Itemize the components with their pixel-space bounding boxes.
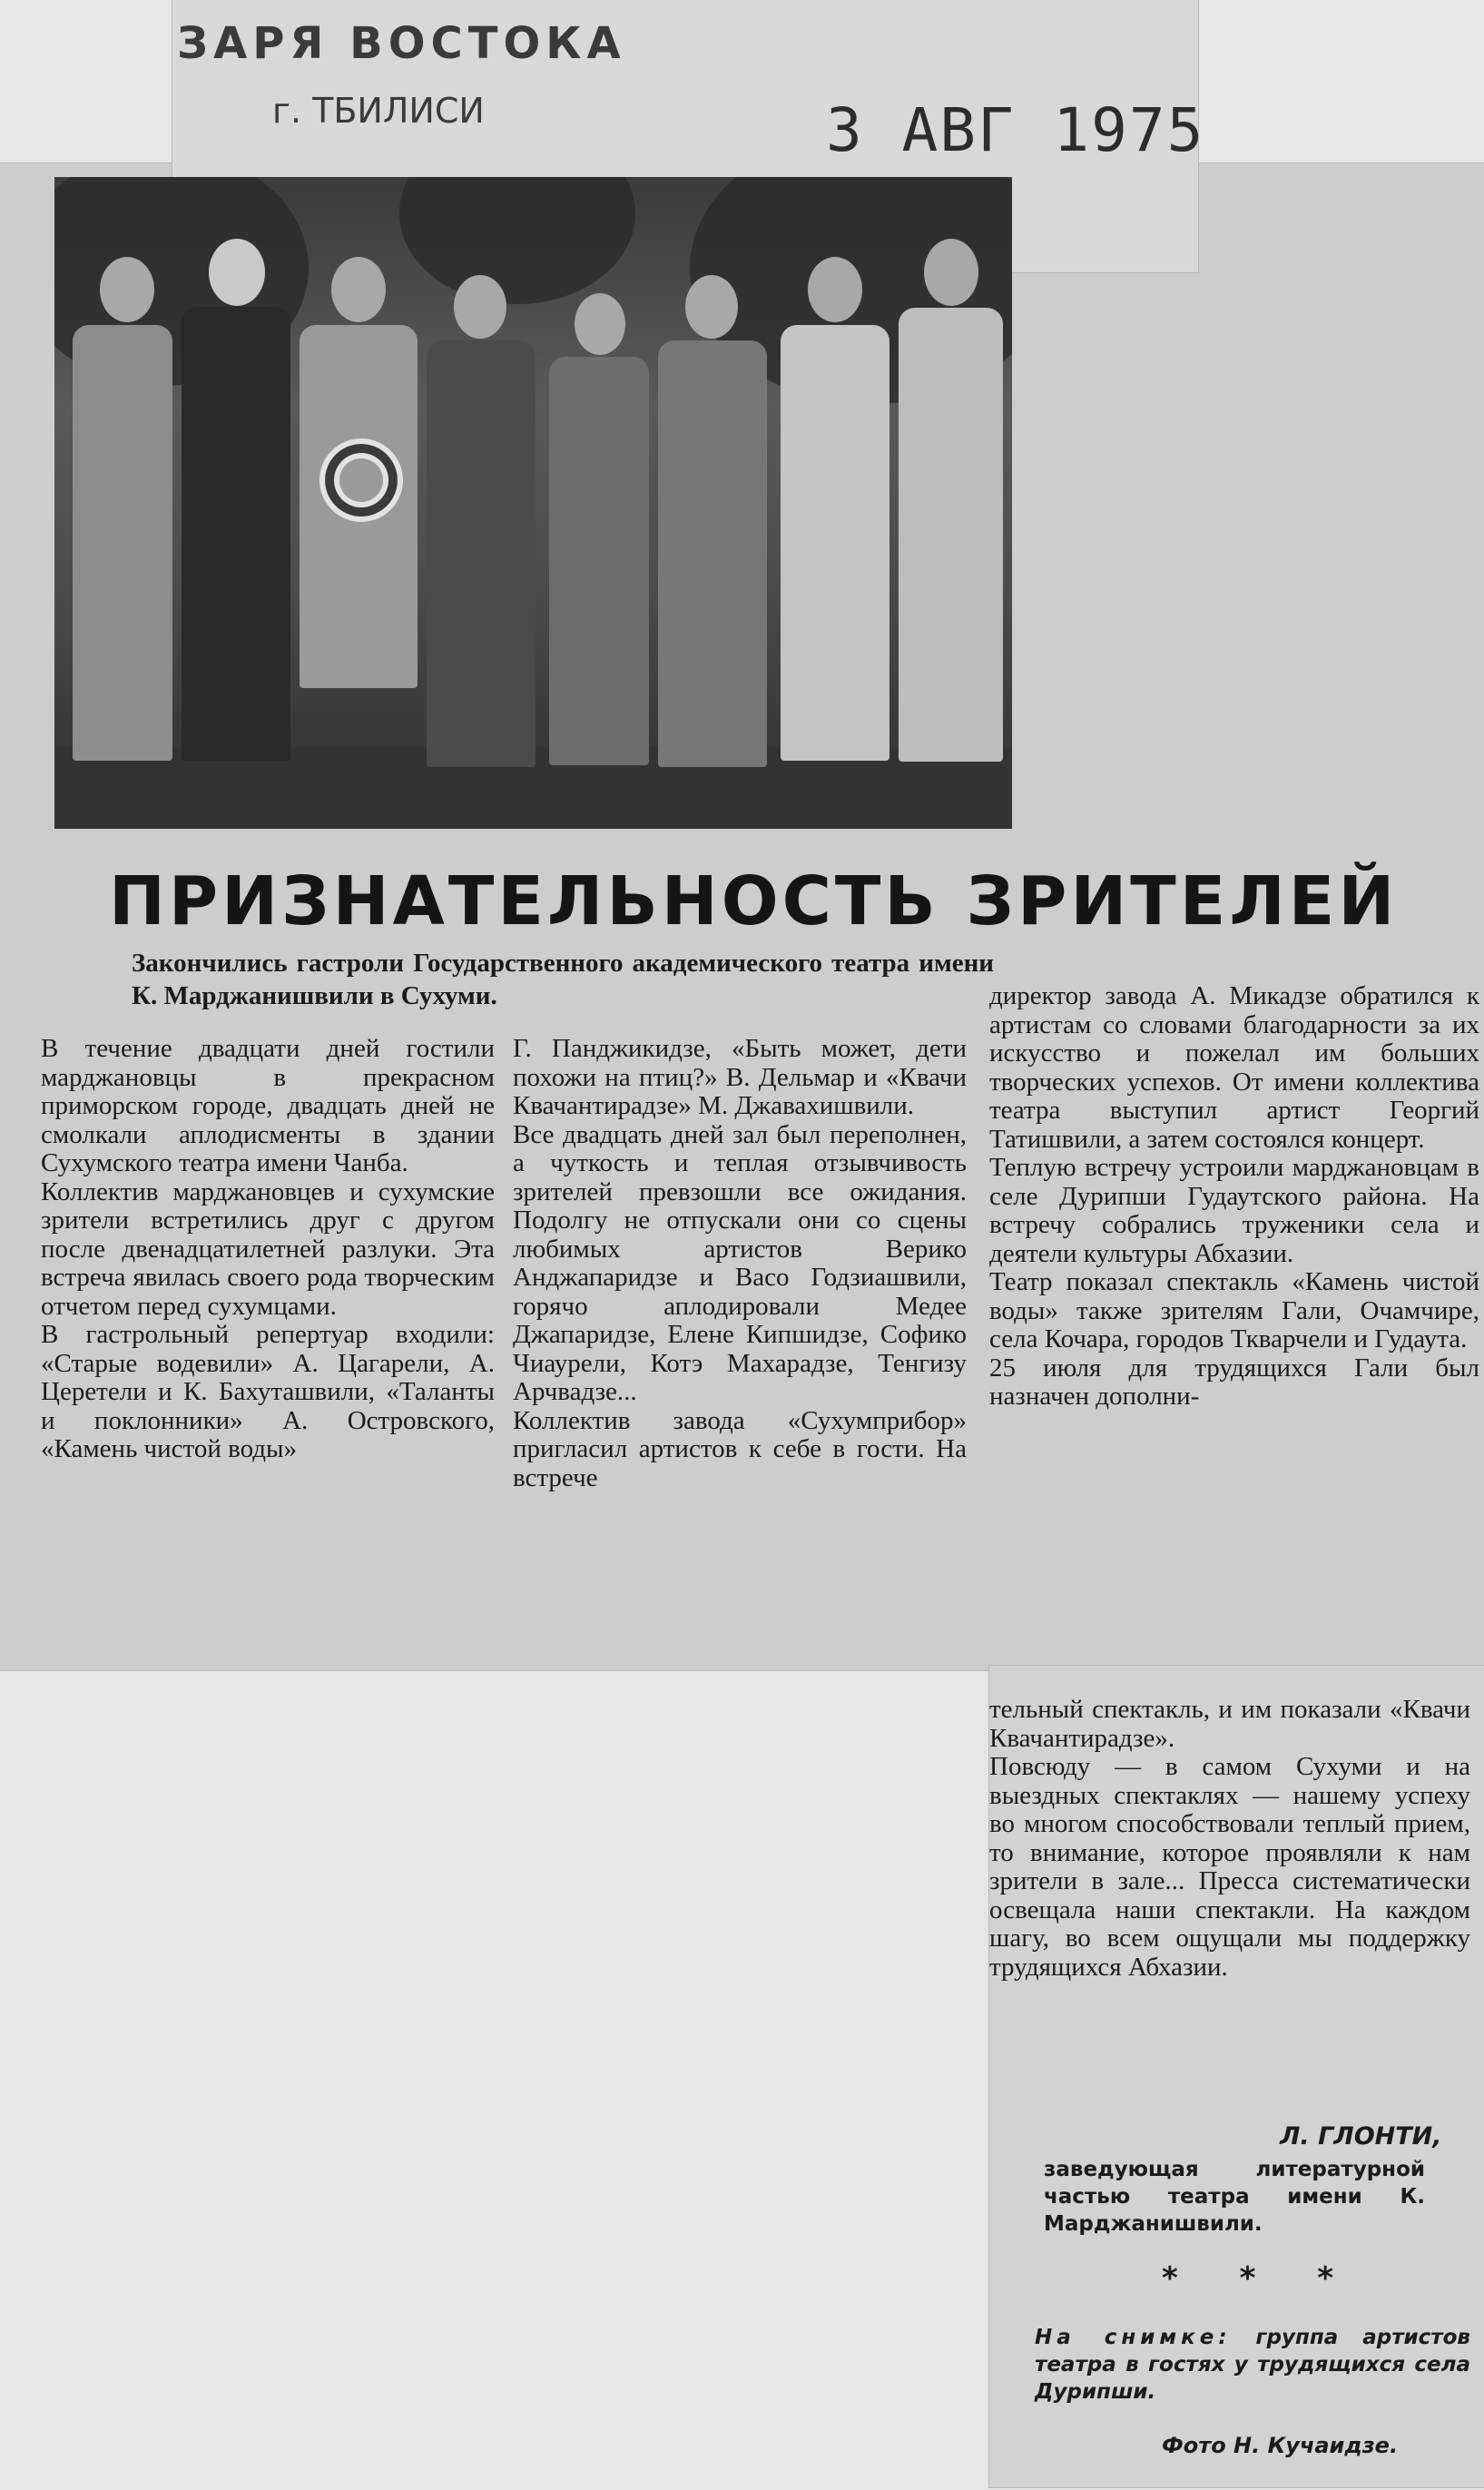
article-lead: Закончились гастроли Государственного академического театра имени К. Марджанишвили в Сухуми. xyxy=(132,949,994,1010)
photo-caption xyxy=(1035,2324,1470,2406)
article-headline: ПРИЗНАТЕЛЬНОСТЬ ЗРИТЕЛЕЙ xyxy=(109,862,1399,940)
date-stamp: 3 АВГ 1975 xyxy=(826,95,1205,165)
article-column-1: В течение двадцати дней гостили марджановцы в прекрасном приморском городе, двадцать дней не смолкали аплодисменты в здании Сухумского театра имени Чанба. Коллектив марджановцев и сухумские зрители встретились друг с другом после двенадцатилетней разлуки. Эта встреча явилась своего рода творческим отчетом перед сухумцами. В гастрольный репертуар входили: «Старые водевили» А. Цагарели, А. Церетели и К. Бахуташвили, «Таланты и поклонники» А. Островского, «Камень чистой воды» xyxy=(41,1034,495,1463)
article-column-3-continued: тельный спектакль, и им показали «Квачи Квачантирадзе». Повсюду — в самом Сухуми и на выездных спектаклях — нашему успеху во многом способствовали теплый прием, то внимание, которое проявляли к нам зрители в зале... Пресса систематически освещала наши спектакли. На каждом шагу, во всем ощущали мы поддержку трудящихся Абхазии. xyxy=(989,1695,1470,1982)
article-column-3: директор завода А. Микадзе обратился к артистам со словами благодарности за их искусство и пожелал им больших творческих успехов. От имени коллектива театра выступил артист Георгий Татишвили, а затем состоялся концерт. Теплую встречу устроили марджановцам в селе Дурипши Гудаутского района. На встречу собрались труженики села и деятели культуры Абхазии. Театр показал спектакль «Камень чистой воды» также зрителям Гали, Очамчире, села Кочара, городов Ткварчели и Гудаута. 25 июля для трудящихся Гали был назначен дополни- xyxy=(989,981,1479,1411)
caption-text: группа артистов театра в гостях у трудящихся села Дурипши. xyxy=(1035,2326,1470,2404)
group-photo xyxy=(54,177,1012,829)
photo-credit: Фото Н. Кучаидзе. xyxy=(1162,2433,1399,2458)
author-name: Л. ГЛОНТИ, xyxy=(1280,2122,1442,2150)
article-column-2: Г. Панджикидзе, «Быть может, дети похожи на птиц?» В. Дельмар и «Квачи Квачантирадзе» М. Джавахишвили. Все двадцать дней зал был переполнен, а чуткость и теплая отзывчивость зрителей превзошли все ожидания. Подолгу не отпускали они со сцены любимых артистов Верико Анджапаридзе и Васо Годзиашвили, горячо аплодировали Медее Джапаридзе, Елене Кипшидзе, Софико Чиаурели, Котэ Махарадзе, Тенгизу Арчвадзе... Коллектив завода «Сухумприбор» пригласил артистов к себе в гости. На встрече xyxy=(513,1034,967,1492)
author-role: заведующая литературной частью театра имени К. Марджанишвили. xyxy=(1044,2158,1425,2236)
newspaper-stamp: ЗАРЯ ВОСТОКА xyxy=(177,18,626,69)
caption-prefix: На снимке: xyxy=(1035,2326,1232,2349)
city-stamp: г. ТБИЛИСИ xyxy=(272,91,485,131)
section-separator: * * * xyxy=(1162,2260,1360,2297)
